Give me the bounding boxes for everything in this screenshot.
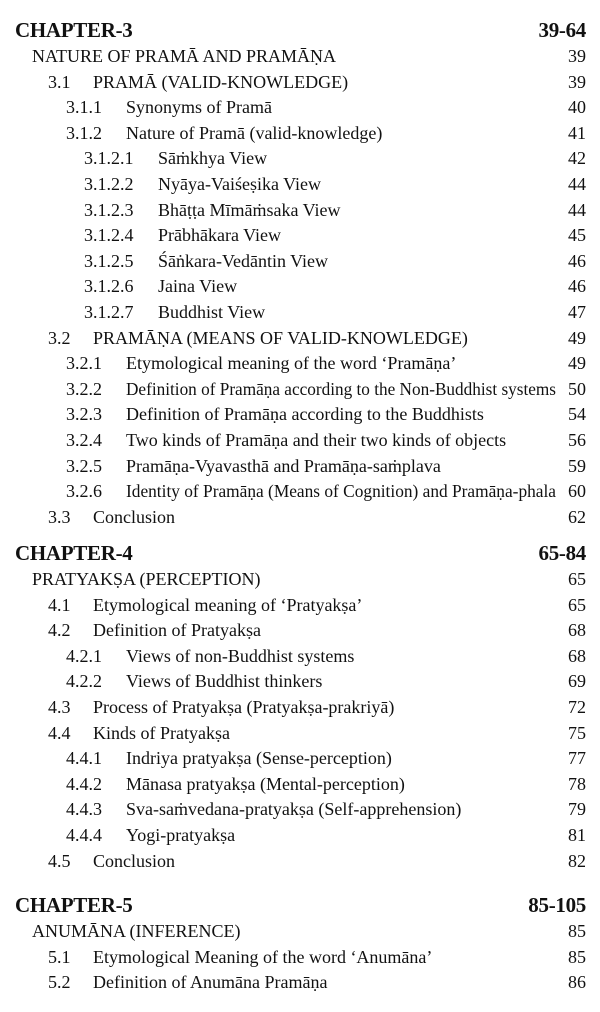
section-title: PRAMĀṆA (MEANS OF VALID-KNOWLEDGE) xyxy=(93,327,468,348)
page-number: 60 xyxy=(568,481,586,502)
section-number: 3.1.2.6 xyxy=(84,276,134,297)
section-number: 3.1.2.2 xyxy=(84,173,134,194)
section-number: 3.1 xyxy=(48,71,71,92)
page-number: 85 xyxy=(568,946,586,967)
section-number: 3.1.2.4 xyxy=(84,225,134,246)
page-number: 46 xyxy=(568,276,586,297)
page-number: 82 xyxy=(568,850,586,871)
section-number: 3.1.2.3 xyxy=(84,199,134,220)
toc-entry xyxy=(0,669,600,695)
page-number: 79 xyxy=(568,799,586,820)
section-title: NATURE OF PRAMĀ AND PRAMĀṆA xyxy=(32,46,337,66)
toc-entry xyxy=(0,223,600,249)
toc-entry xyxy=(0,146,600,172)
chapter-title: CHAPTER-4 xyxy=(15,541,133,565)
section-title: Identity of Pramāṇa (Means of Cognition) and Pramāṇa-phala xyxy=(126,481,556,502)
toc-entry xyxy=(0,823,600,849)
section-number: 4.4.4 xyxy=(66,824,102,845)
toc-entry xyxy=(0,249,600,275)
section-title: Views of non-Buddhist systems xyxy=(126,645,355,666)
chapter-heading xyxy=(0,16,600,44)
page-number: 86 xyxy=(568,972,586,993)
toc-entry xyxy=(0,95,600,121)
chapter-heading xyxy=(0,891,600,919)
section-title: Śāṅkara-Vedāntin View xyxy=(158,250,329,271)
section-title: Conclusion xyxy=(93,850,176,871)
toc-entry xyxy=(0,198,600,224)
section-title: Definition of Pramāṇa according to the Non-Buddhist systems xyxy=(126,378,556,399)
toc-entry xyxy=(0,300,600,326)
section-title: Sva-saṁvedana-pratyakṣa (Self-apprehension) xyxy=(126,799,462,820)
section-number: 4.4.1 xyxy=(66,748,102,769)
toc-entry xyxy=(0,274,600,300)
page-number: 44 xyxy=(568,199,586,220)
section-title: PRATYAKṢA (PERCEPTION) xyxy=(32,569,261,589)
page-number: 81 xyxy=(568,824,586,845)
section-title: Conclusion xyxy=(93,506,176,527)
section-number: 3.2.5 xyxy=(66,455,102,476)
toc-entry xyxy=(0,567,600,593)
section-title: Synonyms of Pramā xyxy=(126,97,272,118)
section-number: 3.2.4 xyxy=(66,429,102,450)
toc-entry xyxy=(0,945,600,971)
section-number: 5.1 xyxy=(48,946,71,967)
page-number: 59 xyxy=(568,455,586,476)
section-number: 4.1 xyxy=(48,594,71,615)
page-number: 44 xyxy=(568,173,586,194)
section-title: Definition of Anumāna Pramāṇa xyxy=(93,972,328,993)
section-title: Pramāṇa-Vyavasthā and Pramāṇa-saṁplava xyxy=(126,455,441,476)
toc-entry xyxy=(0,454,600,480)
toc-entry xyxy=(0,505,600,531)
section-number: 3.1.2.7 xyxy=(84,301,134,322)
section-number: 3.2 xyxy=(48,327,71,348)
section-title: Etymological meaning of the word ‘Pramāṇa’ xyxy=(126,353,457,374)
section-title: Kinds of Pratyakṣa xyxy=(93,722,230,743)
chapter-page-range: 85-105 xyxy=(528,893,586,917)
toc-entry xyxy=(0,849,600,875)
section-title: Nature of Pramā (valid-knowledge) xyxy=(126,122,383,143)
section-title: Etymological meaning of ‘Pratyakṣa’ xyxy=(93,594,363,615)
chapter-section xyxy=(0,891,600,996)
page-number: 45 xyxy=(568,225,586,246)
toc-entry xyxy=(0,919,600,945)
toc-entry xyxy=(0,746,600,772)
page-number: 39 xyxy=(568,71,586,92)
toc-entry xyxy=(0,402,600,428)
page-number: 54 xyxy=(568,404,586,425)
toc-entry xyxy=(0,695,600,721)
toc-entry xyxy=(0,970,600,996)
toc-entry xyxy=(0,70,600,96)
page-number: 49 xyxy=(568,327,586,348)
page-number: 50 xyxy=(568,378,586,399)
toc-entry xyxy=(0,797,600,823)
section-title: Sāṁkhya View xyxy=(158,148,268,169)
toc-entry xyxy=(0,644,600,670)
section-title: Bhāṭṭa Mīmāṁsaka View xyxy=(158,199,341,220)
section-number: 5.2 xyxy=(48,972,71,993)
section-number: 4.5 xyxy=(48,850,71,871)
section-number: 3.1.1 xyxy=(66,97,102,118)
page-number: 69 xyxy=(568,671,586,692)
section-number: 3.2.1 xyxy=(66,353,102,374)
chapter-title: CHAPTER-5 xyxy=(15,893,133,917)
page-number: 75 xyxy=(568,722,586,743)
toc-entry xyxy=(0,618,600,644)
section-number: 3.1.2.5 xyxy=(84,250,134,271)
section-title: ANUMĀNA (INFERENCE) xyxy=(32,921,241,941)
section-number: 3.3 xyxy=(48,506,71,527)
toc-entry xyxy=(0,428,600,454)
section-number: 3.2.3 xyxy=(66,404,102,425)
section-number: 3.2.6 xyxy=(66,481,102,502)
page-number: 68 xyxy=(568,645,586,666)
toc-entry xyxy=(0,44,600,70)
section-title: Yogi-pratyakṣa xyxy=(126,824,236,845)
toc-entry xyxy=(0,121,600,147)
section-title: Prābhākara View xyxy=(158,225,282,246)
page-number: 49 xyxy=(568,353,586,374)
section-title: Nyāya-Vaiśeṣika View xyxy=(158,173,322,194)
page-number: 62 xyxy=(568,506,586,527)
page-number: 78 xyxy=(568,773,586,794)
toc-entry xyxy=(0,351,600,377)
section-title: Views of Buddhist thinkers xyxy=(126,671,323,692)
section-number: 4.4 xyxy=(48,722,71,743)
page-number: 56 xyxy=(568,429,586,450)
section-title: Indriya pratyakṣa (Sense-perception) xyxy=(126,748,392,769)
section-number: 3.1.2.1 xyxy=(84,148,134,169)
section-title: PRAMĀ (VALID-KNOWLEDGE) xyxy=(93,71,349,92)
section-title: Mānasa pratyakṣa (Mental-perception) xyxy=(126,773,405,794)
section-title: Etymological Meaning of the word ‘Anumāna’ xyxy=(93,946,433,967)
section-title: Jaina View xyxy=(158,276,238,297)
page-number: 40 xyxy=(568,97,586,118)
chapter-page-range: 65-84 xyxy=(538,541,586,565)
page-number: 77 xyxy=(568,748,586,769)
chapter-section xyxy=(0,16,600,530)
page-number: 65 xyxy=(568,594,586,615)
section-number: 4.3 xyxy=(48,696,71,717)
page-number: 47 xyxy=(568,301,586,322)
page-number: 68 xyxy=(568,620,586,641)
section-title: Buddhist View xyxy=(158,301,266,322)
chapter-title: CHAPTER-3 xyxy=(15,18,133,42)
page-number: 46 xyxy=(568,250,586,271)
section-number: 4.2.1 xyxy=(66,645,102,666)
chapter-page-range: 39-64 xyxy=(538,18,586,42)
toc-entry xyxy=(0,479,600,505)
page-number: 72 xyxy=(568,696,586,717)
toc-entry xyxy=(0,593,600,619)
page-number: 85 xyxy=(568,921,586,941)
section-number: 4.2 xyxy=(48,620,71,641)
toc-entry xyxy=(0,721,600,747)
section-title: Definition of Pratyakṣa xyxy=(93,620,261,641)
page-number: 42 xyxy=(568,148,586,169)
page-number: 39 xyxy=(568,46,586,66)
section-number: 4.2.2 xyxy=(66,671,102,692)
chapter-heading xyxy=(0,539,600,567)
chapter-section xyxy=(0,539,600,874)
page-number: 65 xyxy=(568,569,586,589)
toc-entry xyxy=(0,172,600,198)
section-title: Definition of Pramāṇa according to the Buddhists xyxy=(126,404,484,425)
toc-entry xyxy=(0,772,600,798)
section-number: 3.2.2 xyxy=(66,378,102,399)
toc-entry xyxy=(0,326,600,352)
section-title: Process of Pratyakṣa (Pratyakṣa-prakriyā) xyxy=(93,696,395,717)
section-number: 4.4.3 xyxy=(66,799,102,820)
section-number: 3.1.2 xyxy=(66,122,102,143)
page-number: 41 xyxy=(568,122,586,143)
section-title: Two kinds of Pramāṇa and their two kinds of objects xyxy=(126,429,507,450)
section-number: 4.4.2 xyxy=(66,773,102,794)
toc-entry xyxy=(0,377,600,403)
